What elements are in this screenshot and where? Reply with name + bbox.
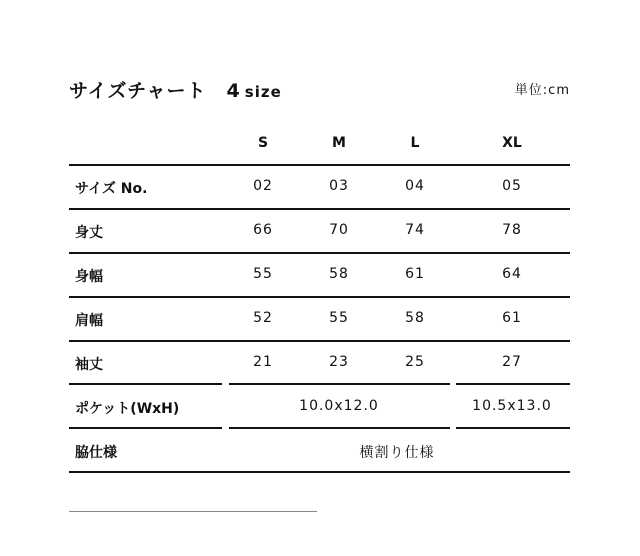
row-label-length: 身丈 — [75, 225, 103, 241]
table-cell: 03 — [329, 178, 349, 194]
table-cell: 66 — [253, 222, 273, 238]
table-cell: 04 — [405, 178, 425, 194]
table-cell: 02 — [253, 178, 273, 194]
divider — [69, 296, 570, 298]
table-cell: 61 — [405, 266, 425, 282]
footer-divider — [69, 511, 317, 512]
row-label-size-no: サイズ No. — [75, 181, 148, 197]
table-cell: 27 — [502, 354, 522, 370]
chart-title-text: サイズチャート — [69, 80, 207, 102]
table-cell: 55 — [329, 310, 349, 326]
divider — [229, 383, 450, 385]
table-cell: 70 — [329, 222, 349, 238]
row-label-pocket: ポケット(WxH) — [75, 401, 180, 417]
divider — [69, 252, 570, 254]
table-cell: 23 — [329, 354, 349, 370]
divider — [229, 427, 450, 429]
column-header-m: M — [332, 135, 346, 151]
size-word: size — [244, 83, 282, 101]
table-cell: 21 — [253, 354, 273, 370]
table-cell: 58 — [329, 266, 349, 282]
divider — [456, 427, 570, 429]
divider — [69, 208, 570, 210]
table-cell: 55 — [253, 266, 273, 282]
table-cell: 58 — [405, 310, 425, 326]
divider — [69, 383, 222, 385]
pocket-value-xl: 10.5x13.0 — [472, 398, 552, 414]
table-cell: 52 — [253, 310, 273, 326]
row-label-width: 身幅 — [75, 269, 103, 285]
table-cell: 25 — [405, 354, 425, 370]
divider — [69, 471, 570, 473]
chart-title — [69, 76, 282, 103]
table-cell: 74 — [405, 222, 425, 238]
column-header-l: L — [410, 135, 420, 151]
column-header-s: S — [257, 135, 269, 151]
column-header-xl: XL — [502, 135, 522, 151]
table-cell: 05 — [502, 178, 522, 194]
divider — [69, 340, 570, 342]
row-label-shoulder: 肩幅 — [75, 313, 103, 329]
table-cell: 64 — [502, 266, 522, 282]
row-label-sleeve: 袖丈 — [75, 357, 103, 373]
table-cell: 78 — [502, 222, 522, 238]
divider — [69, 427, 222, 429]
unit-label: 単位:cm — [514, 83, 570, 98]
pocket-value-sml: 10.0x12.0 — [299, 398, 379, 414]
size-count: 4 — [226, 80, 241, 102]
side-seam-value: 横割り仕様 — [359, 445, 435, 461]
divider — [69, 164, 570, 166]
divider — [456, 383, 570, 385]
row-label-side-seam: 脇仕様 — [75, 445, 117, 461]
table-cell: 61 — [502, 310, 522, 326]
